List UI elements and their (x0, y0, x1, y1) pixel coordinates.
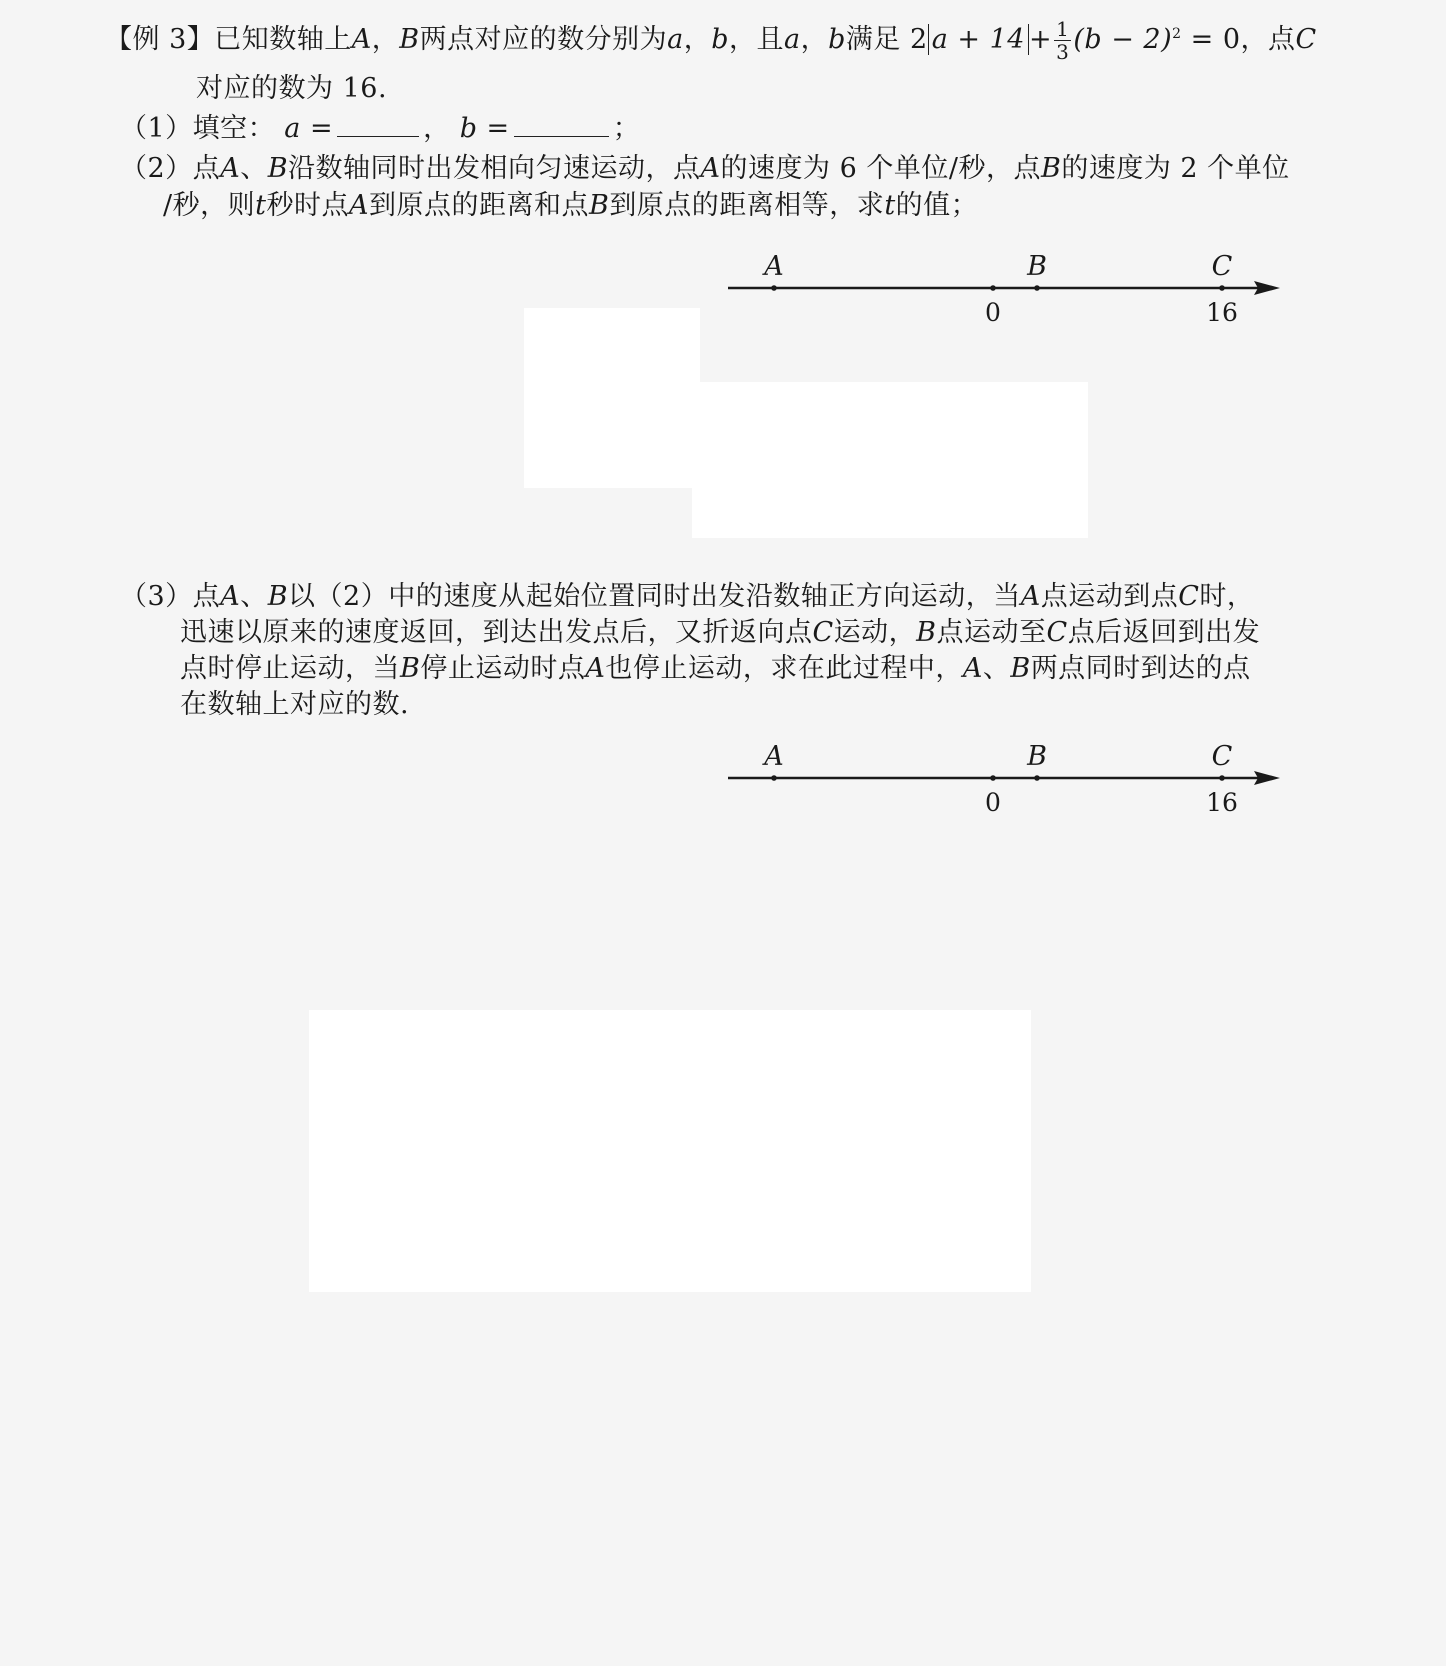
tick-label-16: 16 (1206, 788, 1238, 817)
label-B: B (1027, 741, 1047, 772)
question-3-line-2: 迅速以原来的速度返回，到达出发点后，又折返向点C运动，B点运动至C点后返回到出发 (180, 617, 1261, 648)
answer-area-1a (524, 308, 700, 488)
point-origin (990, 775, 996, 781)
label-C: C (1211, 251, 1233, 282)
point-B (1034, 775, 1040, 781)
example-stem-line-2: 对应的数为 16. (196, 73, 388, 104)
example-stem-line-1: 【例 3】已知数轴上A，B两点对应的数分别为a，b，且a，b满足 2 a + 14 + $\frac{1}{3}$ $(b - 2)^2 = 0$，点C (105, 17, 1317, 64)
equation: 2 a + 14 + $\frac{1}{3}$ $(b - 2)^2 = 0$ (910, 17, 1241, 64)
answer-blank-b[interactable] (514, 114, 609, 137)
fraction-one-third: $\frac{1}{3}$ (1056, 17, 1070, 64)
tick-label-0: 0 (985, 298, 1001, 327)
point-origin (990, 285, 996, 291)
question-3-line-1: （3）点A、B以（2）中的速度从起始位置同时出发沿数轴正方向运动，当A点运动到点C时， (120, 581, 1255, 612)
point-A (771, 285, 777, 291)
point-B (1034, 285, 1040, 291)
number-line-2 (720, 738, 1280, 818)
point-A (771, 775, 777, 781)
label-A: A (764, 741, 784, 772)
tick-label-0: 0 (985, 788, 1001, 817)
answer-area-2 (309, 1010, 1031, 1292)
label-C: C (1211, 741, 1233, 772)
label-B: B (1027, 251, 1047, 282)
question-2-line-2: /秒，则t秒时点A到原点的距离和点B到原点的距离相等，求t的值； (163, 190, 979, 221)
example-tag: 【例 3】 (105, 24, 215, 55)
question-2-line-1: （2）点A、B沿数轴同时出发相向匀速运动，点A的速度为 6 个单位/秒，点B的速度为 2 个单位 (120, 153, 1290, 184)
answer-area-1b (692, 382, 1088, 538)
tick-label-16: 16 (1206, 298, 1238, 327)
answer-blank-a[interactable] (337, 114, 419, 137)
point-C (1219, 775, 1225, 781)
question-3-line-3: 点时停止运动，当B停止运动时点A也停止运动，求在此过程中，A、B两点同时到达的点 (180, 653, 1251, 684)
question-1: （1）填空： a = ， b = ； (120, 113, 641, 144)
number-line-1 (720, 248, 1280, 328)
point-C (1219, 285, 1225, 291)
question-3-line-4: 在数轴上对应的数. (180, 689, 410, 720)
label-A: A (764, 251, 784, 282)
